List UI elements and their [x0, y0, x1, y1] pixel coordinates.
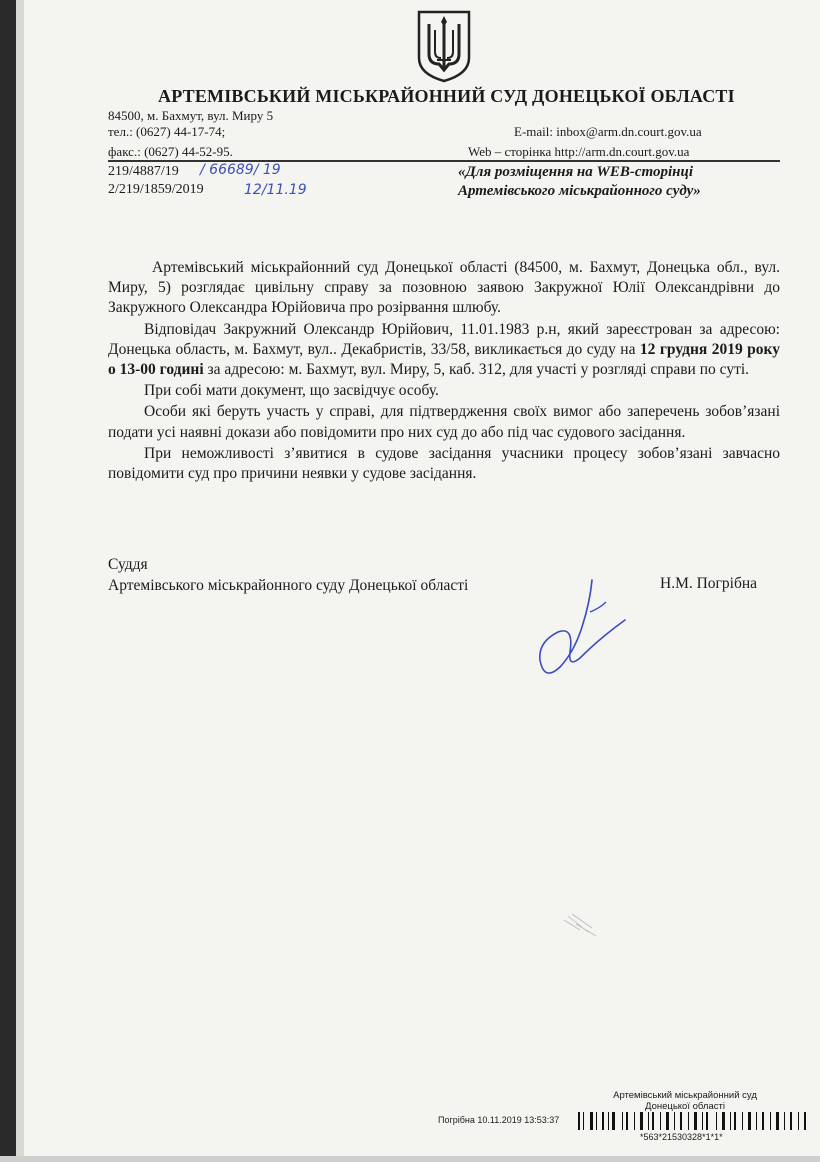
scan-edge-shadow	[16, 0, 24, 1162]
handwritten-registration-number: / 66689/ 19	[200, 162, 281, 178]
paragraph-id-document: При собі мати документ, що засвідчує особу.	[144, 382, 439, 400]
handwritten-signature	[530, 572, 640, 682]
handwritten-registration-date: 12/11.19	[244, 182, 307, 198]
registration-stamp	[590, 1090, 780, 1112]
proceeding-number: 2/219/1859/2019	[108, 182, 204, 197]
court-fax: факс.: (0627) 44-52-95.	[108, 144, 233, 159]
web-publication-note	[458, 163, 701, 201]
court-address: 84500, м. Бахмут, вул. Миру 5	[108, 108, 274, 123]
judge-court: Артемівського міськрайонного суду Донецької області	[108, 577, 469, 594]
summons-text-b: за адресою: м. Бахмут, вул. Миру, 5, каб. 312, для участі у розгляді справи по суті.	[203, 361, 750, 379]
web-note-line-2: Артемівського міськрайонного суду»	[458, 183, 701, 199]
court-email: E-mail: inbox@arm.dn.court.gov.ua	[514, 124, 702, 139]
hearing-datetime: 12 грудня 2019 року о 13-00 годині	[108, 340, 780, 379]
coat-of-arms-icon	[415, 8, 473, 84]
judge-title: Суддя	[108, 556, 148, 573]
paragraph-evidence: Особи які беруть участь у справі, для підтвердження своїх вимог або заперечень зобов’язані подати усі наявні докази або повідомити про них суд до або під час судового засідання.	[108, 403, 780, 441]
paragraph-case: Артемівський міськрайонний суд Донецької області (84500, м. Бахмут, Донецька обл., вул. Миру, 5) розглядає цивільну справу за позовною заявою Закружної Юлії Олександрівни до Закружного Олександра Юрійовича про розірвання шлюбу.	[108, 259, 780, 317]
court-title: АРТЕМІВСЬКИЙ МІСЬКРАЙОННИЙ СУД ДОНЕЦЬКОЇ ОБЛАСТІ	[158, 86, 735, 106]
court-phone: тел.: (0627) 44-17-74;	[108, 124, 226, 139]
paragraph-absence: При неможливості з’явитися в судове засідання учасники процесу зобов’язані завчасно повідомити суд про причини неявки у судове засідання.	[108, 444, 780, 483]
summons-text-a: Відповідач Закружний Олександр Юрійович, 11.01.1983 р.н, який зареєстрован за адресою: Донецька область, м. Бахмут, вул.. Декабристів, 33/58, викликається до суду на	[108, 320, 780, 358]
court-web: Web – сторінка http://arm.dn.court.gov.ua	[468, 144, 690, 159]
barcode-number: *563*21530328*1*1*	[640, 1132, 723, 1142]
summons-body	[108, 258, 780, 484]
web-note-line-1: «Для розміщення на WEB-сторінці	[458, 164, 693, 180]
signature-block	[108, 554, 468, 596]
stamp-court-line-2: Донецької області	[645, 1101, 725, 1112]
scan-edge	[0, 0, 16, 1162]
case-number: 219/4887/19	[108, 164, 179, 179]
scan-smudge	[562, 910, 602, 940]
paragraph-summons	[108, 320, 780, 381]
scan-bottom-edge	[0, 1156, 820, 1162]
stamp-date: Погрібна 10.11.2019 13:53:37	[438, 1115, 560, 1125]
barcode	[578, 1110, 808, 1132]
judge-name: Н.М. Погрібна	[660, 575, 758, 592]
stamp-court-line-1: Артемівський міськрайонний суд	[613, 1090, 757, 1101]
